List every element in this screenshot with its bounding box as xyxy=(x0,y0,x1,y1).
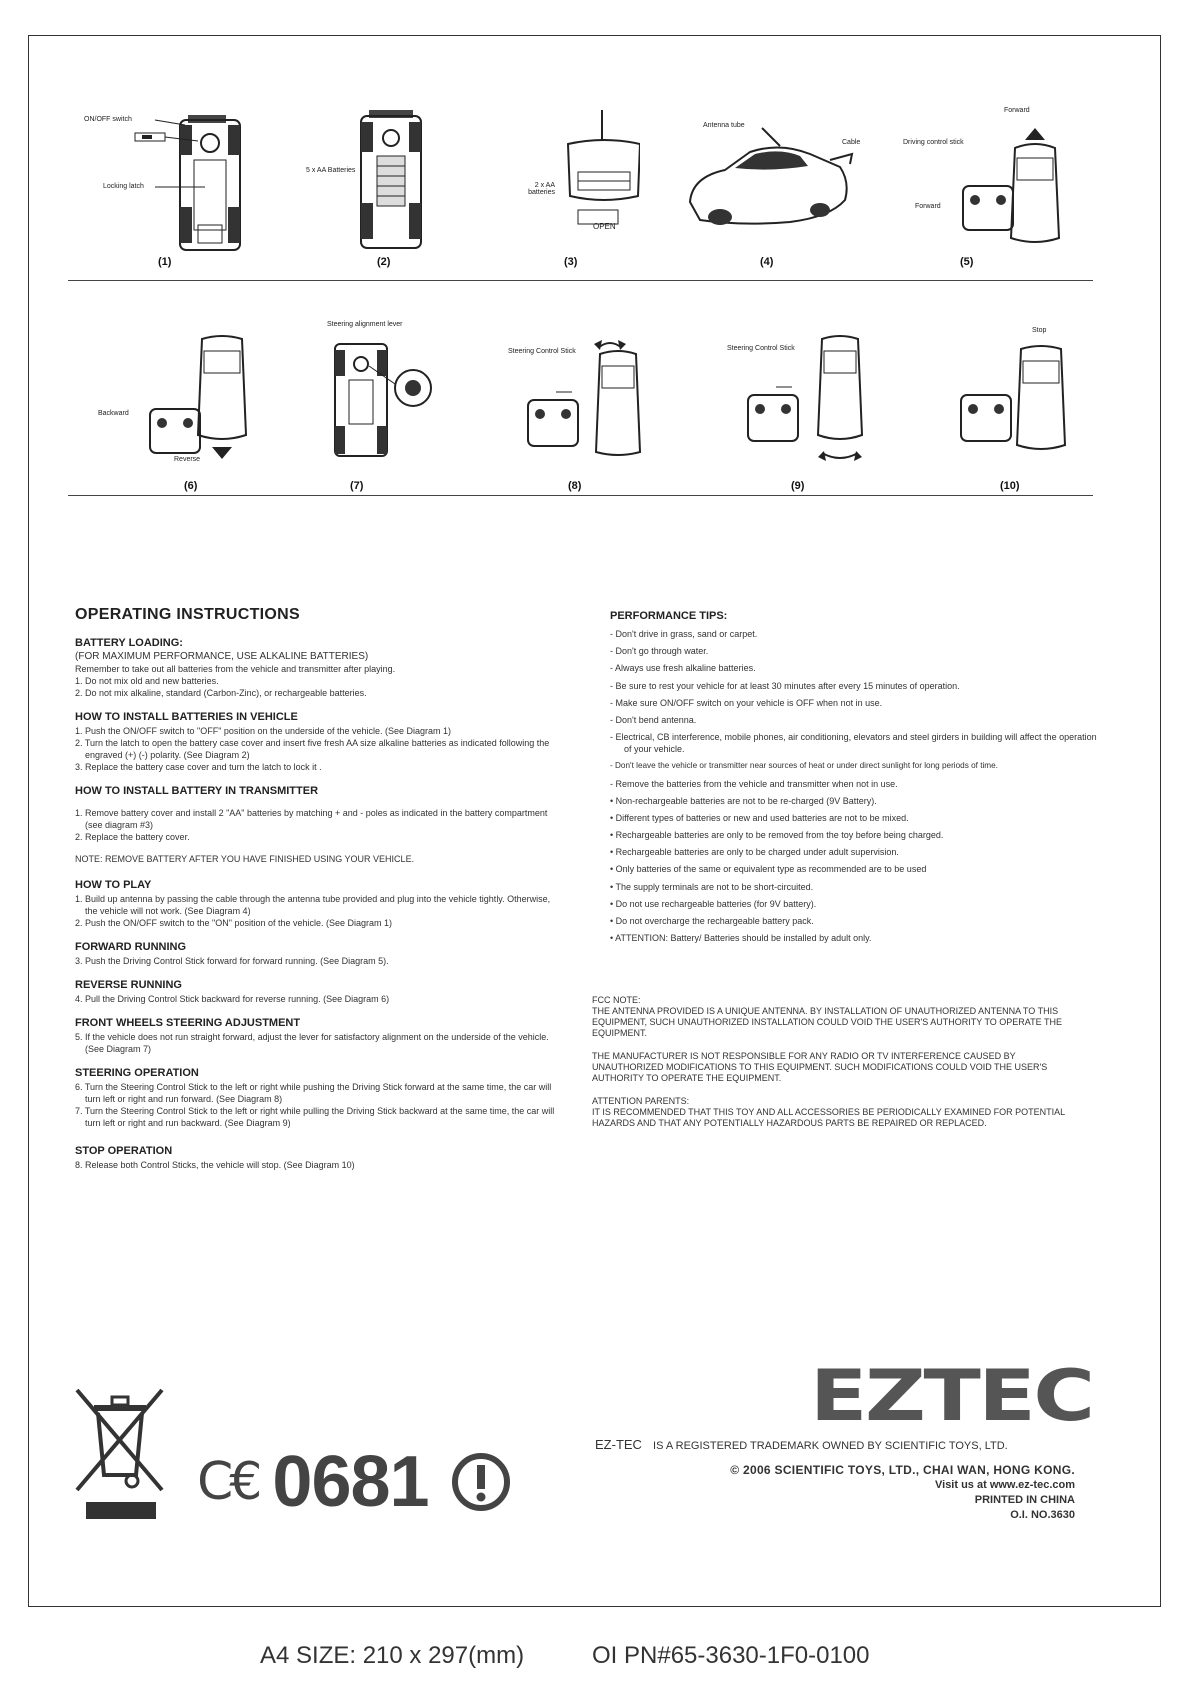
list-item: 1. Do not mix old and new batteries. xyxy=(75,676,219,686)
fcc-text-1: THE ANTENNA PROVIDED IS A UNIQUE ANTENNA. BY INSTALLATION OF UNAUTHORIZED ANTENNA TO THIS EQUIPMENT, SUCH UNAUTHORIZED INSTALLATION COULD VOID THE USER'S AUTHORITY TO OPERATE THE EQUIPMENT. xyxy=(592,1006,1062,1038)
diagram-5-number: (5) xyxy=(960,256,974,268)
stop-list xyxy=(75,1159,555,1171)
tip-item: - Don't bend antenna. xyxy=(610,714,697,725)
fcc-label: FCC NOTE: xyxy=(592,995,641,1005)
transmitter-note: NOTE: REMOVE BATTERY AFTER YOU HAVE FINISHED USING YOUR VEHICLE. xyxy=(75,854,415,864)
tip-item: • Rechargeable batteries are only to be removed from the toy before being charged. xyxy=(610,830,944,841)
diagram-2-annotation: 5 x AA Batteries xyxy=(306,167,356,174)
trademark-text: IS A REGISTERED TRADEMARK OWNED BY SCIENTIFIC TOYS, LTD. xyxy=(653,1440,1008,1452)
row-separator xyxy=(68,495,1093,496)
diagram-3-number: (3) xyxy=(564,256,578,268)
diagram-2-battery-compartment xyxy=(355,108,435,253)
trademark-line xyxy=(595,1437,1075,1454)
list-item: 6. Turn the Steering Control Stick to the left or right while pushing the Driving Stick forward at the same time, the car will turn left or right and run forward. (See Diagram 8) xyxy=(75,1082,552,1104)
section-subheading: (FOR MAXIMUM PERFORMANCE, USE ALKALINE BATTERIES) xyxy=(75,651,369,662)
section-heading: STOP OPERATION xyxy=(75,1145,173,1157)
diagram-9-annotation: Steering Control Stick xyxy=(727,345,795,352)
section-heading: FRONT WHEELS STEERING ADJUSTMENT xyxy=(75,1017,301,1029)
install-transmitter-list xyxy=(75,807,555,843)
list-item: 2. Push the ON/OFF switch to the "ON" position of the vehicle. (See Diagram 1) xyxy=(75,918,393,928)
trademark-name: EZ-TEC xyxy=(595,1437,642,1452)
section-heading: HOW TO PLAY xyxy=(75,879,152,891)
diagram-9-steering-reverse xyxy=(740,335,870,470)
tip-item: - Always use fresh alkaline batteries. xyxy=(610,663,756,674)
fcc-notice xyxy=(592,995,1072,1129)
fcc-text-2: THE MANUFACTURER IS NOT RESPONSIBLE FOR ANY RADIO OR TV INTERFERENCE CAUSED BY UNAUTHORIZED MODIFICATIONS TO THIS EQUIPMENT. SUCH MODIFICATIONS COULD VOID THE USER'S AUTHORITY TO OPERATE THE EQUIPMENT. xyxy=(592,1051,1048,1083)
performance-tips xyxy=(610,610,1100,949)
tip-item: • ATTENTION: Battery/ Batteries should be installed by adult only. xyxy=(610,933,872,944)
diagram-8-annotation: Steering Control Stick xyxy=(508,348,576,355)
instructions-title: OPERATING INSTRUCTIONS xyxy=(75,606,300,623)
section-heading: FORWARD RUNNING xyxy=(75,941,187,953)
row-separator xyxy=(68,280,1093,281)
diagram-8-number: (8) xyxy=(568,480,582,492)
tip-item: - Remove the batteries from the vehicle and transmitter when not in use. xyxy=(610,778,898,789)
diagram-7-steering-alignment xyxy=(325,340,445,460)
section-heading: BATTERY LOADING: xyxy=(75,637,183,649)
install-vehicle-list xyxy=(75,725,555,773)
diagram-9-number: (9) xyxy=(791,480,805,492)
tip-item: • Different types of batteries or new and used batteries are not to be mixed. xyxy=(610,812,909,823)
forward-list xyxy=(75,955,555,967)
steering-list xyxy=(75,1081,555,1129)
tip-item: - Be sure to rest your vehicle for at least 30 minutes after every 15 minutes of operation. xyxy=(610,680,960,691)
diagram-7-annotation: Steering alignment lever xyxy=(327,321,403,328)
section-heading: STEERING OPERATION xyxy=(75,1067,199,1079)
list-item: 4. Pull the Driving Control Stick backward for reverse running. (See Diagram 6) xyxy=(75,994,390,1004)
alert-icon xyxy=(451,1452,511,1512)
tip-item: • The supply terminals are not to be short-circuited. xyxy=(610,881,814,892)
tip-item: • Non-rechargeable batteries are not to be re-charged (9V Battery). xyxy=(610,795,877,806)
diagram-3-annotation: OPEN xyxy=(593,222,616,231)
diagram-10-number: (10) xyxy=(1000,480,1020,492)
list-item: 1. Build up antenna by passing the cable through the antenna tube provided and plug into the vehicle tightly. Otherwise, the vehicle will not work. (See Diagram 4) xyxy=(75,894,551,916)
diagram-1-annotation: Locking latch xyxy=(103,183,144,190)
diagram-1-vehicle-underside xyxy=(80,105,270,255)
section-heading: HOW TO INSTALL BATTERIES IN VEHICLE xyxy=(75,711,298,723)
list-item: 2. Do not mix alkaline, standard (Carbon-Zinc), or rechargeable batteries. xyxy=(75,688,367,698)
footer-size: A4 SIZE: 210 x 297(mm) xyxy=(260,1642,525,1669)
diagram-4-annotation: Cable xyxy=(842,139,861,146)
diagram-3-annotation: 2 x AA batteries xyxy=(528,182,555,196)
oi-number: O.I. NO.3630 xyxy=(1010,1509,1075,1521)
diagram-6-annotation: Reverse xyxy=(174,456,201,463)
tip-item: • Rechargeable batteries are only to be charged under adult supervision. xyxy=(610,847,899,858)
tip-item: - Don't leave the vehicle or transmitter near sources of heat or under direct sunlight for long periods of time. xyxy=(610,761,998,771)
diagram-5-annotation: Driving control stick xyxy=(903,139,964,146)
ce-number: 0681 xyxy=(272,1442,429,1522)
diagram-4-number: (4) xyxy=(760,256,774,268)
diagram-1-number: (1) xyxy=(158,256,172,268)
list-item: 3. Replace the battery case cover and turn the latch to lock it . xyxy=(75,762,322,772)
parents-label: ATTENTION PARENTS: xyxy=(592,1096,690,1106)
list-item: 1. Remove battery cover and install 2 "AA" batteries by matching + and - poles as indicated in the battery compartment (see diagram #3) xyxy=(75,808,548,830)
diagram-5-annotation: Forward xyxy=(1004,107,1030,114)
diagram-6-number: (6) xyxy=(184,480,198,492)
diagram-4-car xyxy=(680,122,860,242)
diagram-6-reverse xyxy=(140,335,260,460)
eztec-logo: EZTEC xyxy=(810,1355,1093,1437)
operating-instructions xyxy=(75,606,555,1171)
tip-item: • Do not overcharge the rechargeable battery pack. xyxy=(610,916,814,926)
tip-item: - Make sure ON/OFF switch on your vehicle is OFF when not in use. xyxy=(610,697,883,708)
section-heading: HOW TO INSTALL BATTERY IN TRANSMITTER xyxy=(75,785,319,797)
front-wheels-list xyxy=(75,1031,555,1055)
diagram-7-number: (7) xyxy=(350,480,364,492)
list-item: 5. If the vehicle does not run straight forward, adjust the lever for satisfactory alignment on the underside of the vehicle. (See Diagram 7) xyxy=(75,1032,549,1054)
diagram-4-annotation: Antenna tube xyxy=(703,122,745,129)
tip-item: • Only batteries of the same or equivalent type as recommended are to be used xyxy=(610,864,927,875)
battery-loading-list xyxy=(75,675,555,699)
reverse-list xyxy=(75,993,555,1005)
tip-item: • Do not use rechargeable batteries (for 9V battery). xyxy=(610,898,817,909)
how-to-play-list xyxy=(75,893,555,929)
printed-in: PRINTED IN CHINA xyxy=(974,1494,1075,1506)
section-heading: REVERSE RUNNING xyxy=(75,979,182,991)
list-item: 3. Push the Driving Control Stick forward for forward running. (See Diagram 5). xyxy=(75,956,389,966)
copyright: © 2006 SCIENTIFIC TOYS, LTD., CHAI WAN, HONG KONG. xyxy=(730,1463,1075,1477)
diagram-1-annotation: ON/OFF switch xyxy=(84,116,132,123)
ce-logo-icon: C€ xyxy=(197,1452,259,1512)
list-item: 8. Release both Control Sticks, the vehicle will stop. (See Diagram 10) xyxy=(75,1160,355,1170)
parents-text: IT IS RECOMMENDED THAT THIS TOY AND ALL ACCESSORIES BE PERIODICALLY EXAMINED FOR POTENTIAL HAZARDS AND THAT ANY POTENTIALLY HAZARDOUS PARTS BE REPAIRED OR REPLACED. xyxy=(592,1107,1065,1128)
diagram-5-forward xyxy=(955,128,1065,253)
list-item: 7. Turn the Steering Control Stick to the left or right while pulling the Driving Stick backward at the same time, the car will turn left or right and run backward. (See Diagram 9) xyxy=(75,1106,555,1128)
list-item: 2. Replace the battery cover. xyxy=(75,832,190,842)
list-item: 1. Push the ON/OFF switch to "OFF" position on the underside of the vehicle. (See Diagram 1) xyxy=(75,726,452,736)
ce-mark xyxy=(197,1442,511,1522)
diagram-5-annotation: Forward xyxy=(915,203,941,210)
diagram-2-number: (2) xyxy=(377,256,391,268)
diagram-10-stop xyxy=(955,345,1075,460)
footer-part-number: OI PN#65-3630-1F0-0100 xyxy=(592,1642,870,1669)
performance-heading: PERFORMANCE TIPS: xyxy=(610,610,728,622)
weee-bin-icon xyxy=(72,1385,172,1520)
section-intro: Remember to take out all batteries from the vehicle and transmitter after playing. xyxy=(75,664,396,674)
tip-item: - Electrical, CB interference, mobile phones, air conditioning, elevators and steel girders in building will affect the operation of your vehicle. xyxy=(610,732,1097,755)
tips-list xyxy=(610,628,1100,944)
list-item: 2. Turn the latch to open the battery case cover and insert five fresh AA size alkaline batteries as indicated following the engraved (+) (-) polarity. (See Diagram 2) xyxy=(75,738,550,760)
tip-item: - Don't go through water. xyxy=(610,646,709,657)
website: Visit us at www.ez-tec.com xyxy=(935,1479,1075,1491)
diagram-3-transmitter-battery xyxy=(520,108,640,238)
tip-item: - Don't drive in grass, sand or carpet. xyxy=(610,629,758,639)
diagram-6-annotation: Backward xyxy=(98,410,129,417)
diagram-10-annotation: Stop xyxy=(1032,327,1047,334)
brand-block xyxy=(595,1437,1075,1523)
